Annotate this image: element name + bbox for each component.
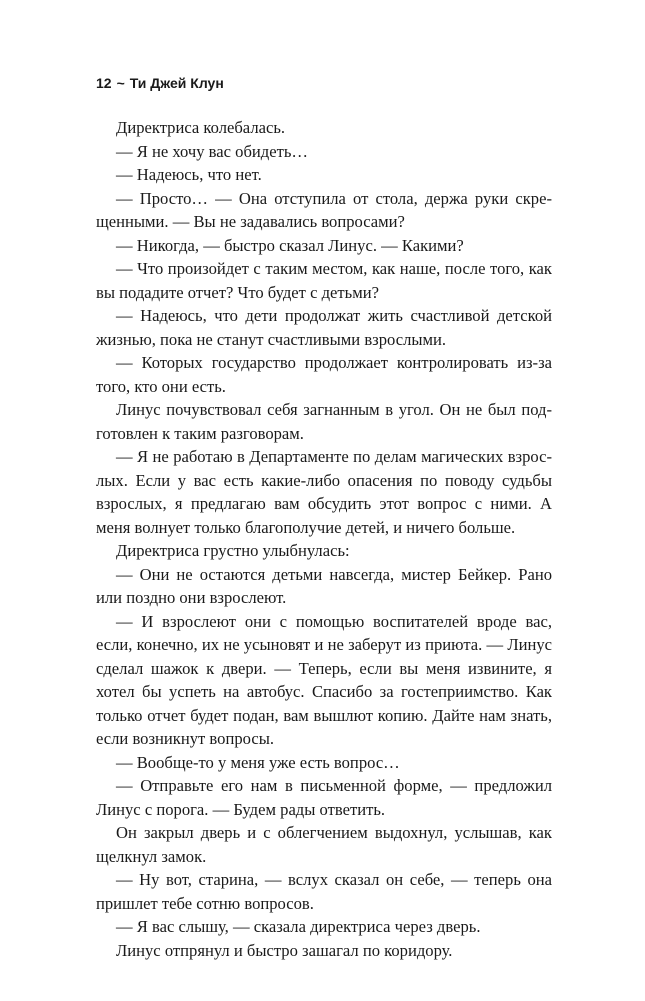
- header-separator: ~: [116, 75, 125, 91]
- running-head: [96, 73, 224, 93]
- paragraph: — Никогда, — быстро сказал Линус. — Какими?: [116, 235, 464, 255]
- paragraph: — Они не остаются детьми навсегда, мистер Бейкер. Рано или поздно они взрослеют.: [96, 564, 552, 607]
- paragraph: Директриса грустно улыбнулась:: [116, 541, 350, 560]
- paragraph: — Отправьте его нам в письменной форме, — предложил Линус с порога. — Будем рады ответить.: [96, 776, 552, 819]
- paragraph: — Ну вот, старина, — вслух сказал он себе, — теперь она пришлет тебе сотню вопросов.: [96, 870, 552, 913]
- body-text: [96, 116, 552, 962]
- paragraph: — Просто… — Она отступила от стола, держа руки скрещенными. — Вы не задавались вопросами?: [96, 188, 552, 231]
- paragraph: — Надеюсь, что дети продолжат жить счастливой детской жизнью, пока не станут счастливыми взрослыми.: [96, 306, 552, 349]
- paragraph: Он закрыл дверь и с облегчением выдохнул, услышав, как щелкнул замок.: [96, 823, 552, 866]
- paragraph: Линус отпрянул и быстро зашагал по коридору.: [116, 940, 453, 960]
- paragraph: — Которых государство продолжает контролировать из-за того, кто они есть.: [96, 353, 552, 396]
- paragraph: — И взрослеют они с помощью воспитателей вроде вас, если, конечно, их не усыновят и не заберут из приюта. — Линус сделал шажок к двери. — Теперь, если вы меня извините, я хотел бы успеть на автобус. Спасибо за гостеприимство. Как только отчет будет подан, вам вышлют копию. Дайте нам знать, если возникнут вопросы.: [96, 611, 552, 748]
- paragraph: — Я не работаю в Департаменте по делам магических взрослых. Если у вас есть какие-либо опасения по поводу судьбы взрослых, я предлагаю вам обсудить этот вопрос с ними. А меня волнует только благополучие детей, и ничего больше.: [96, 447, 552, 537]
- paragraph: — Вообще-то у меня уже есть вопрос…: [116, 752, 400, 772]
- page-number: 12: [96, 75, 112, 91]
- author-name: Ти Джей Клун: [129, 75, 224, 91]
- paragraph: — Что произойдет с таким местом, как наше, после того, как вы подадите отчет? Что будет с детьми?: [96, 259, 552, 302]
- paragraph: Директриса колебалась.: [116, 118, 286, 137]
- paragraph: Линус почувствовал себя загнанным в угол. Он не был подготовлен к таким разговорам.: [96, 400, 552, 443]
- paragraph: — Надеюсь, что нет.: [116, 165, 262, 184]
- paragraph: — Я не хочу вас обидеть…: [116, 141, 309, 161]
- paragraph: — Я вас слышу, — сказала директриса через дверь.: [116, 917, 481, 936]
